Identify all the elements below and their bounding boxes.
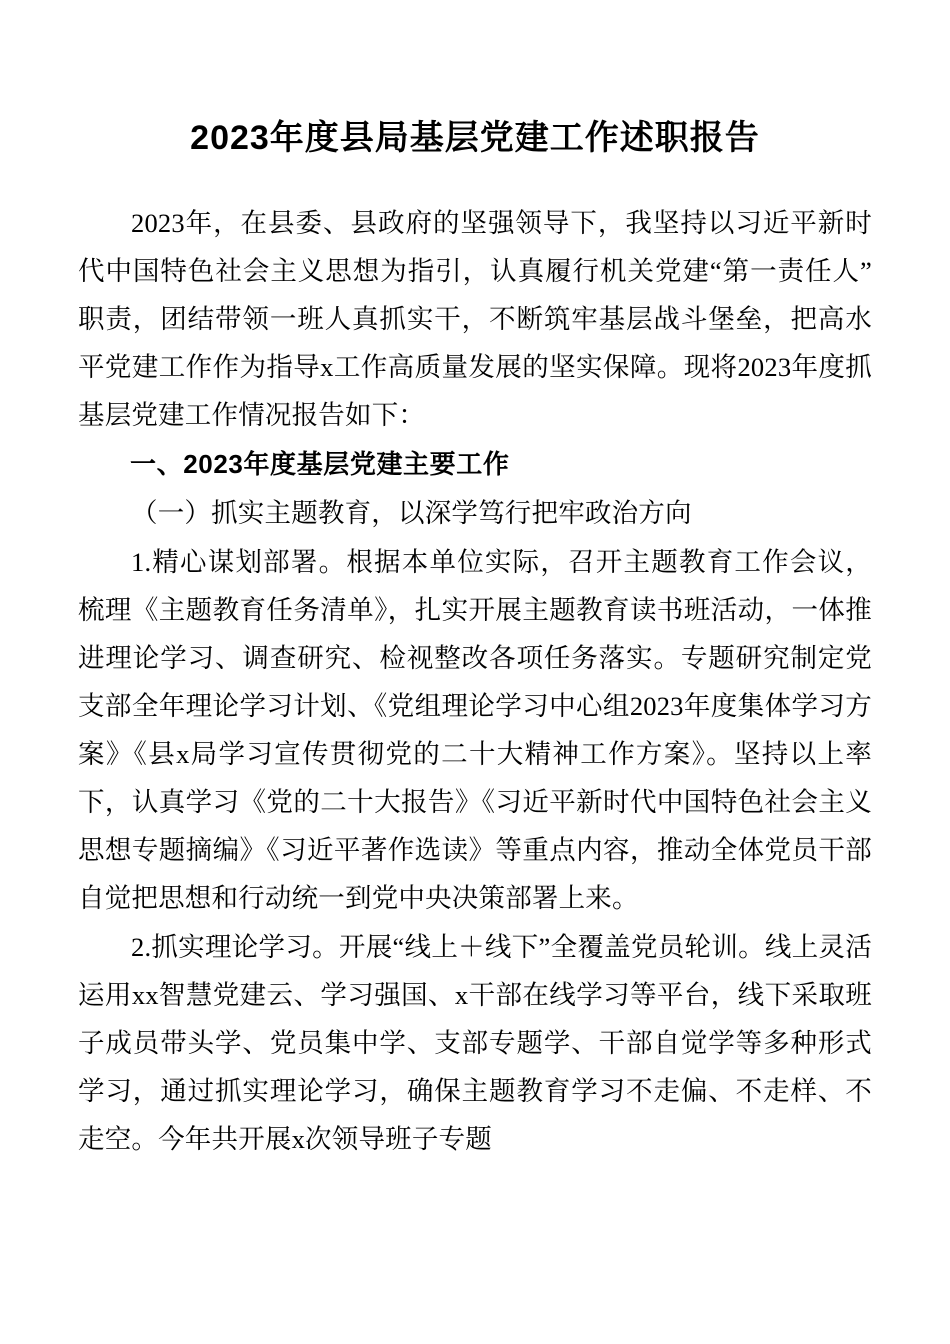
subsection-heading-1-1: （一）抓实主题教育，以深学笃行把牢政治方向 (131, 497, 692, 528)
paragraph-intro: 2023年，在县委、县政府的坚强领导下，我坚持以习近平新时代中国特色社会主义思想为指引，认真履行机关党建“第一责任人”职责，团结带领一班人真抓实干，不断筑牢基层战斗堡垒，把高水平党建工作作为指导x工作高质量发展的坚实保障。现将2023年度抓基层党建工作情况报告如下： (78, 207, 872, 430)
paragraph-item-2: 2.抓实理论学习。开展“线上＋线下”全覆盖党员轮训。线上灵活运用xx智慧党建云、学习强国、x干部在线学习等平台，线下采取班子成员带头学、党员集中学、支部专题学、干部自觉学等多种形式学习，通过抓实理论学习，确保主题教育学习不走偏、不走样、不走空。今年共开展x次领导班子专题 (78, 931, 872, 1154)
section-heading-1: 一、2023年度基层党建主要工作 (130, 448, 510, 479)
paragraph-item-1: 1.精心谋划部署。根据本单位实际，召开主题教育工作会议，梳理《主题教育任务清单》，扎实开展主题教育读书班活动，一体推进理论学习、调查研究、检视整改各项任务落实。专题研究制定党支部全年理论学习计划、《党组理论学习中心组2023年度集体学习方案》《县x局学习宣传贯彻党的二十大精神工作方案》。坚持以上率下，认真学习《党的二十大报告》《习近平新时代中国特色社会主义思想专题摘编》《习近平著作选读》等重点内容，推动全体党员干部自觉把思想和行动统一到党中央决策部署上来。 (78, 546, 872, 913)
page-title: 2023年度县局基层党建工作述职报告 (190, 119, 760, 157)
